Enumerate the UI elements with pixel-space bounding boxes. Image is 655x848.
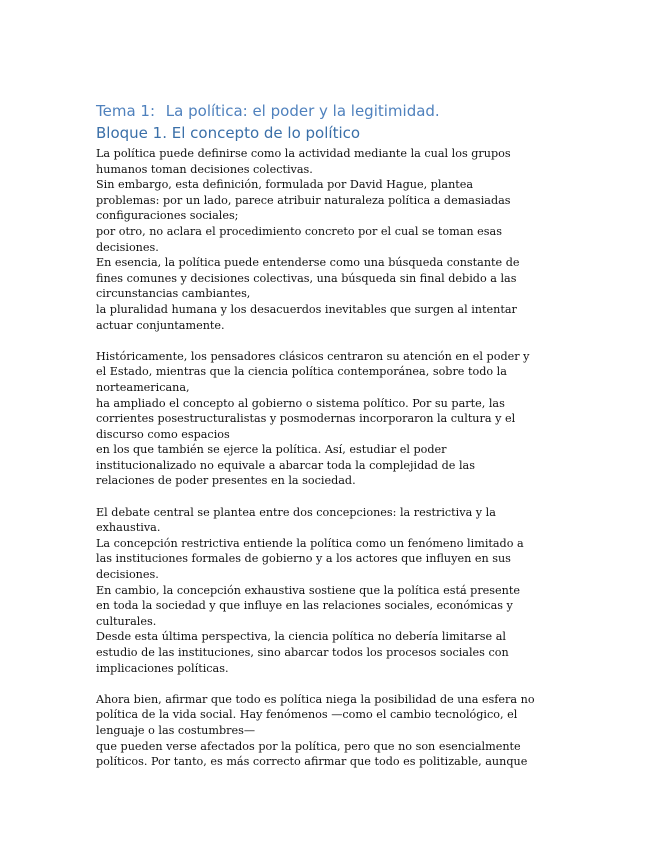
text-line: problemas: por un lado, parece atribuir naturaleza política a demasiadas <box>96 193 511 207</box>
text-line: actuar conjuntamente. <box>96 318 225 332</box>
paragraph <box>96 692 562 770</box>
text-line: culturales. <box>96 614 157 628</box>
text-line: en toda la sociedad y que influye en las relaciones sociales, económicas y <box>96 599 513 613</box>
text-line: políticos. Por tanto, es más correcto afirmar que todo es politizable, aunque <box>96 755 528 769</box>
text-line: Históricamente, los pensadores clásicos centraron su atención en el poder y <box>96 349 530 363</box>
text-line: discurso como espacios <box>96 427 230 441</box>
tema-label: Tema 1: <box>96 102 156 120</box>
body-text <box>96 146 562 770</box>
text-line: Desde esta última perspectiva, la ciencia política no debería limitarse al <box>96 630 506 644</box>
text-line: que pueden verse afectados por la política, pero que no son esencialmente <box>96 739 521 753</box>
text-line: En esencia, la política puede entenderse como una búsqueda constante de <box>96 256 520 270</box>
text-line: la pluralidad humana y los desacuerdos inevitables que surgen al intentar <box>96 302 517 316</box>
text-line: ha ampliado el concepto al gobierno o sistema político. Por su parte, las <box>96 396 505 410</box>
text-line: por otro, no aclara el procedimiento concreto por el cual se toman esas <box>96 224 502 238</box>
paragraph <box>96 146 562 333</box>
tema-title: La política: el poder y la legitimidad. <box>165 102 440 120</box>
paragraph <box>96 349 562 489</box>
text-line: lenguaje o las costumbres— <box>96 723 256 737</box>
paragraph-gap <box>96 676 562 692</box>
text-line: institucionalizado no equivale a abarcar toda la complejidad de las <box>96 458 475 472</box>
text-line: las instituciones formales de gobierno y a los actores que influyen en sus <box>96 552 511 566</box>
paragraph-gap <box>96 333 562 349</box>
text-line: circunstancias cambiantes, <box>96 287 251 301</box>
text-line: norteamericana, <box>96 380 190 394</box>
text-line: implicaciones políticas. <box>96 661 229 675</box>
text-line: exhaustiva. <box>96 521 161 535</box>
text-line: en los que también se ejerce la política. Así, estudiar el poder <box>96 443 447 457</box>
paragraph <box>96 505 562 677</box>
tema-heading <box>96 100 562 122</box>
text-line: El debate central se plantea entre dos concepciones: la restrictiva y la <box>96 505 496 519</box>
text-line: estudio de las instituciones, sino abarcar todos los procesos sociales con <box>96 646 509 659</box>
text-line: Ahora bien, afirmar que todo es política niega la posibilidad de una esfera no <box>96 692 535 706</box>
text-line: decisiones. <box>96 568 159 582</box>
text-line: En cambio, la concepción exhaustiva sostiene que la política está presente <box>96 583 520 597</box>
text-line: La política puede definirse como la actividad mediante la cual los grupos <box>96 147 511 160</box>
text-line: política de la vida social. Hay fenómenos —como el cambio tecnológico, el <box>96 708 518 722</box>
text-line: configuraciones sociales; <box>96 209 239 223</box>
document-page <box>96 100 562 770</box>
bloque-heading: Bloque 1. El concepto de lo político <box>96 124 361 142</box>
paragraph-gap <box>96 489 562 505</box>
text-line: fines comunes y decisiones colectivas, una búsqueda sin final debido a las <box>96 271 517 285</box>
text-line: el Estado, mientras que la ciencia política contemporánea, sobre todo la <box>96 365 507 379</box>
text-line: relaciones de poder presentes en la sociedad. <box>96 474 356 488</box>
text-line: corrientes posestructuralistas y posmodernas incorporaron la cultura y el <box>96 412 516 426</box>
text-line: Sin embargo, esta definición, formulada por David Hague, plantea <box>96 178 474 192</box>
text-line: decisiones. <box>96 240 159 254</box>
text-line: La concepción restrictiva entiende la política como un fenómeno limitado a <box>96 536 524 550</box>
text-line: humanos toman decisiones colectivas. <box>96 162 313 176</box>
